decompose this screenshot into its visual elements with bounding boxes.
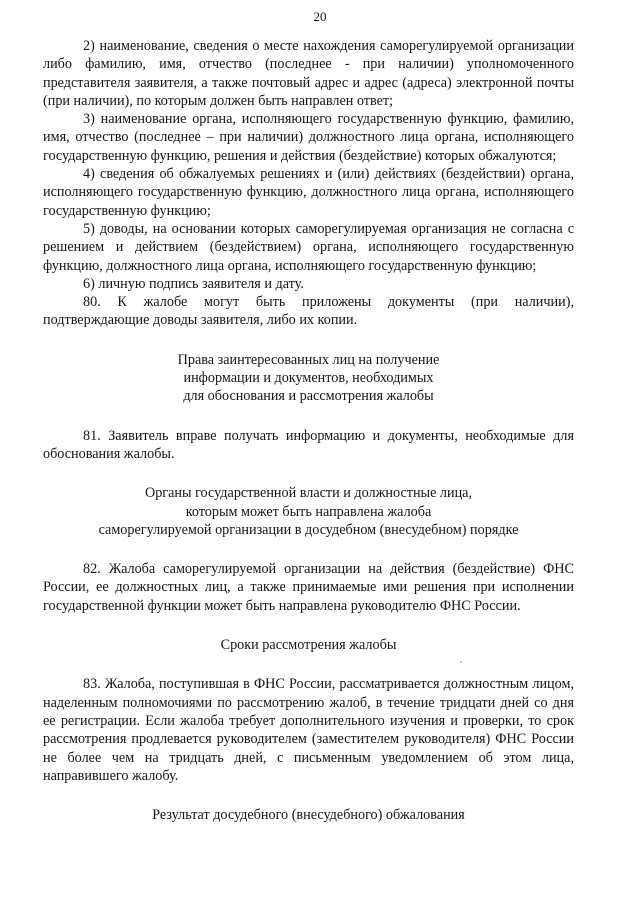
heading-line: для обоснования и рассмотрения жалобы — [183, 388, 434, 405]
heading-line: саморегулируемой организации в досудебном (внесудебном) порядке — [98, 521, 519, 538]
paragraph-80: 80. К жалобе могут быть приложены документы (при наличии), подтверждающие доводы заявителя, либо их копии. — [43, 294, 574, 329]
paragraph-item-4: 4) сведения об обжалуемых решениях и (или) действиях (бездействии) органа, исполняющего государственную функцию, должностного лица органа, исполняющего государственную функцию; — [43, 166, 574, 219]
heading-line: информации и документов, необходимых — [183, 370, 434, 387]
heading-rights — [43, 351, 574, 406]
paragraph-81: 81. Заявитель вправе получать информацию и документы, необходимые для обоснования жалобы. — [43, 427, 574, 462]
heading-line: Права заинтересованных лиц на получение — [177, 351, 440, 368]
heading-terms — [43, 636, 574, 654]
heading-line: Результат досудебного (внесудебного) обжалования — [152, 807, 465, 824]
heading-bodies — [43, 484, 574, 539]
paragraph-item-5: 5) доводы, на основании которых саморегулируемая организация не согласна с решением и действием (бездействием) органа, исполняющего государственную функцию, должностного лица органа, исполняющего государственную функцию; — [43, 220, 574, 274]
paragraph-item-6: 6) личную подпись заявителя и дату. — [83, 275, 304, 292]
heading-line: Органы государственной власти и должностные лица, — [144, 485, 473, 502]
paragraph-item-3: 3) наименование органа, исполняющего государственную функцию, фамилию, имя, отчество (последнее – при наличии) должностного лица органа, исполняющего государственную функцию, решения и действия (бездействие) которых обжалуются; — [43, 111, 574, 164]
paragraph-item-2: 2) наименование, сведения о месте нахождения саморегулируемой организации либо фамилию, имя, отчество (последнее - при наличии) уполномоченного представителя заявителя, а также почтовый адрес и адрес (адреса) электронной почты (при наличии), по которым должен быть направлен ответ; — [43, 38, 574, 109]
paragraph-83: 83. Жалоба, поступившая в ФНС России, рассматривается должностным лицом, наделенным полномочиями по рассмотрению жалоб, в течение тридцати дней со дня ее регистрации. Если жалоба требует дополнительного изучения и проверки, то срок рассмотрения продлевается руководителем (заместителем руководителя) ФНС России не более чем на тридцать дней, с письменным уведомлением об этом лица, направившего жалобу. — [43, 676, 574, 784]
heading-line: Сроки рассмотрения жалобы — [220, 637, 397, 654]
document-body — [43, 37, 574, 824]
scan-speck — [460, 661, 462, 663]
page-number: 20 — [313, 9, 327, 24]
heading-result — [43, 806, 574, 824]
heading-line: которым может быть направлена жалоба — [185, 503, 432, 520]
paragraph-82: 82. Жалоба саморегулируемой организации на действия (бездействие) ФНС России, ее должностных лиц, а также принимаемые ими решения при исполнении государственной функции может быть направлена руководителю ФНС России. — [43, 561, 574, 614]
